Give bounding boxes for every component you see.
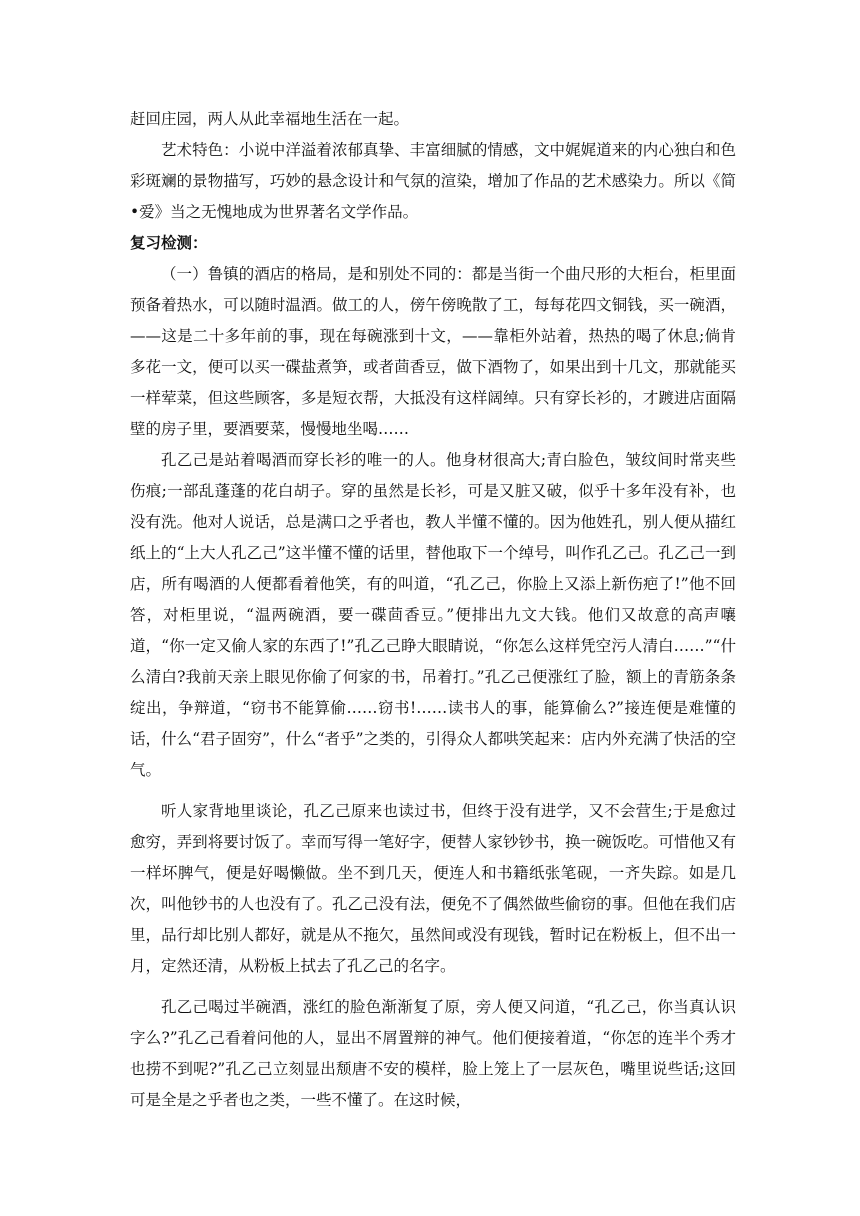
paragraph-kong-yiji-intro: 孔乙己是站着喝酒而穿长衫的唯一的人。他身材很高大;青白脸色，皱纹间时常夹些伤痕;一部乱蓬蓬的花白胡子。穿的虽然是长衫，可是又脏又破，似乎十多年没有补，也没有洗。他对人说话，总是满口之乎者也，教人半懂不懂的。因为他姓孔，别人便从描红纸上的“上大人孔乙己”这半懂不懂的话里，替他取下一个绰号，叫作孔乙己。孔乙己一到店，所有喝酒的人便都看着他笑，有的叫道，“孔乙己，你脸上又添上新伤疤了!”他不回答，对柜里说，“温两碗酒，要一碟茴香豆。”便排出九文大钱。他们又故意的高声嚷道，“你一定又偷人家的东西了!”孔乙己睁大眼睛说，“你怎么这样凭空污人清白……”“什么清白?我前天亲上眼见你偷了何家的书，吊着打。”孔乙己便涨红了脸，额上的青筋条条绽出，争辩道，“窃书不能算偷……窃书!……读书人的事，能算偷么?”接连便是难懂的话，什么“君子固穷”，什么“者乎”之类的，引得众人都哄笑起来：店内外充满了快活的空气。 <box>130 451 736 779</box>
paragraph-continuation: 赶回庄园，两人从此幸福地生活在一起。 <box>130 110 410 128</box>
paragraph-kong-yiji-literacy: 孔乙己喝过半碗酒，涨红的脸色渐渐复了原，旁人便又问道，“孔乙己，你当真认识字么?”孔乙己看着问他的人，显出不屑置辩的神气。他们便接着道，“你怎的连半个秀才也捞不到呢?”孔乙己立刻显出颓唐不安的模样，脸上笼上了一层灰色，嘴里说些话;这回可是全是之乎者也之类，一些不懂了。在这时候， <box>130 998 736 1109</box>
paragraph-kong-yiji-background: 听人家背地里谈论，孔乙己原来也读过书，但终于没有进学，又不会营生;于是愈过愈穷，弄到将要讨饭了。幸而写得一笔好字，便替人家钞钞书，换一碗饭吃。可惜他又有一样坏脾气，便是好喝懒做。坐不到几天，便连人和书籍纸张笔砚，一齐失踪。如是几次，叫他钞书的人也没有了。孔乙己没有法，便免不了偶然做些偷窃的事。但他在我们店里，品行却比别人都好，就是从不拖欠，虽然间或没有现钱，暂时记在粉板上，但不出一月，定然还清，从粉板上拭去了孔乙己的名字。 <box>130 802 736 975</box>
document-page <box>130 104 736 1116</box>
section-heading-review: 复习检测： <box>130 234 208 252</box>
paragraph-tavern-layout: （一）鲁镇的酒店的格局，是和别处不同的：都是当街一个曲尺形的大柜台，柜里面预备着热水，可以随时温酒。做工的人，傍午傍晚散了工，每每花四文铜钱，买一碗酒，——这是二十多年前的事，现在每碗涨到十文，——靠柜外站着，热热的喝了休息;倘肯多花一文，便可以买一碟盐煮笋，或者茴香豆，做下酒物了，如果出到十几文，那就能买一样荤菜，但这些顾客，多是短衣帮，大抵没有这样阔绰。只有穿长衫的，才踱进店面隔壁的房子里，要酒要菜，慢慢地坐喝…… <box>130 265 736 438</box>
paragraph-art-features: 艺术特色：小说中洋溢着浓郁真挚、丰富细腻的情感，文中娓娓道来的内心独白和色彩斑斓的景物描写，巧妙的悬念设计和气氛的渲染，增加了作品的艺术感染力。所以《简•爱》当之无愧地成为世界著名文学作品。 <box>130 141 736 221</box>
